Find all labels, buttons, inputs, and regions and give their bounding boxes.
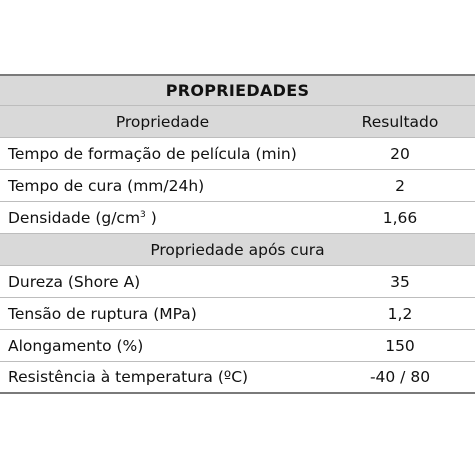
row-value: 150 [385, 336, 415, 355]
row-value: 35 [390, 272, 410, 291]
row-label: Tempo de cura (mm/24h) [8, 176, 205, 195]
density-label-superscript: 3 [140, 209, 146, 220]
row-label: Dureza (Shore A) [8, 272, 141, 291]
table-row [0, 138, 475, 170]
density-label-suffix: ) [145, 208, 157, 227]
table-row [0, 330, 475, 362]
row-value: 1,2 [387, 304, 413, 323]
table-row-density [0, 202, 475, 234]
row-label: Resistência à temperatura (ºC) [8, 368, 249, 386]
row-value: -40 / 80 [369, 368, 431, 386]
table-row [0, 266, 475, 298]
row-label: Tempo de formação de película (min) [8, 144, 297, 163]
density-label-prefix: Densidade (g/cm [8, 208, 141, 227]
row-value: 2 [395, 176, 405, 195]
properties-table [0, 74, 475, 400]
table-header-row [0, 106, 475, 138]
header-property: Propriedade [115, 112, 210, 131]
header-result: Resultado [361, 112, 439, 131]
row-label: Alongamento (%) [8, 336, 144, 355]
table-title: PROPRIEDADES [165, 81, 310, 100]
section-header-row [0, 234, 475, 266]
table-row [0, 298, 475, 330]
table-title-row [0, 74, 475, 106]
row-value: 1,66 [382, 208, 418, 227]
section-title: Propriedade após cura [150, 240, 325, 259]
row-value: 20 [390, 144, 410, 163]
row-label: Tensão de ruptura (MPa) [8, 304, 197, 323]
table-row [0, 170, 475, 202]
table-row [0, 362, 475, 394]
row-label [0, 209, 325, 227]
